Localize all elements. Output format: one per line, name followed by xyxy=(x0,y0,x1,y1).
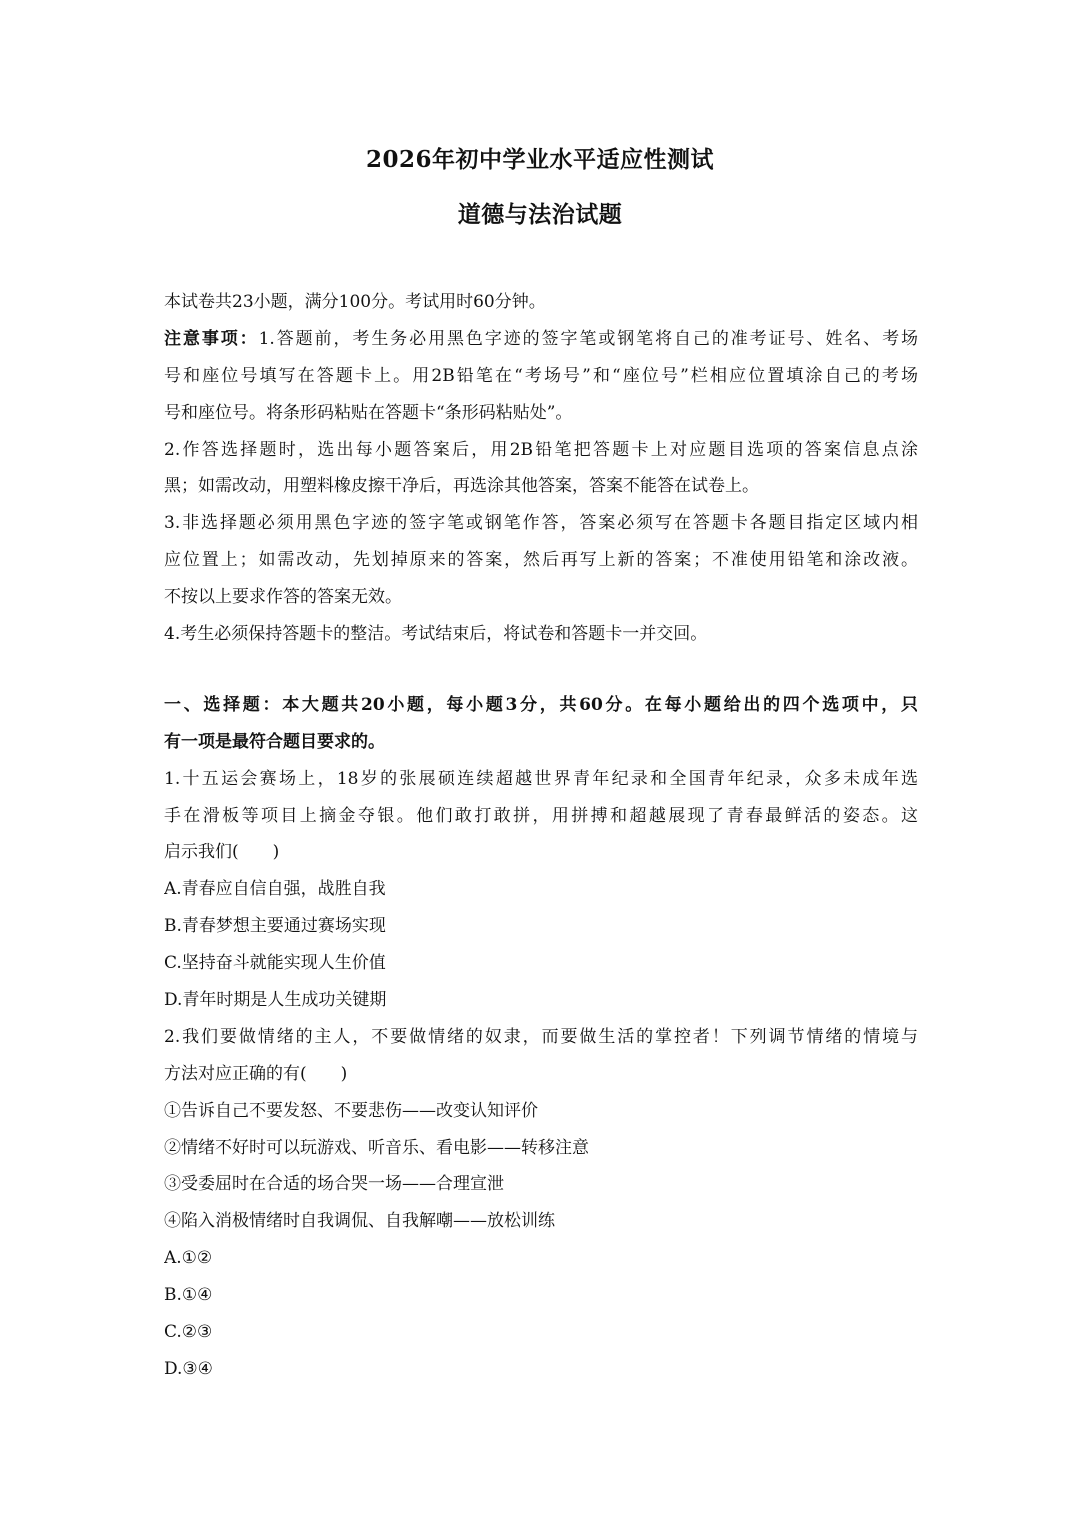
q1-stem-line2: 手在滑板等项目上摘金夺银。他们敢打敢拼，用拼搏和超越展现了青春最鲜活的姿态。这 xyxy=(164,805,918,826)
q2-option-d: D.③④ xyxy=(164,1358,213,1379)
section1-heading-line2: 有一项是最符合题目要求的。 xyxy=(164,731,385,752)
q1-option-c: C.坚持奋斗就能实现人生价值 xyxy=(164,953,386,974)
notice1-text: 1.答题前，考生务必用黑色字迹的签字笔或钢笔将自己的准考证号、姓名、考场 xyxy=(258,328,918,349)
section-gap xyxy=(164,653,918,687)
q1-option-b: B.青春梦想主要通过赛场实现 xyxy=(164,916,386,937)
q1-stem-line3: 启示我们( ) xyxy=(164,842,280,863)
exam-subject-title: 道德与法治试题 xyxy=(457,201,623,228)
q2-item-4: ④陷入消极情绪时自我调侃、自我解嘲——放松训练 xyxy=(164,1211,555,1232)
notice3-line3: 不按以上要求作答的答案无效。 xyxy=(164,587,402,608)
q2-item-1: ①告诉自己不要发怒、不要悲伤——改变认知评价 xyxy=(164,1100,538,1121)
notice1-line3: 号和座位号。将条形码粘贴在答题卡“条形码粘贴处”。 xyxy=(164,402,573,423)
notice-label: 注意事项： xyxy=(164,328,259,349)
q2-stem-line1: 2.我们要做情绪的主人，不要做情绪的奴隶，而要做生活的掌控者！下列调节情绪的情境与 xyxy=(164,1026,918,1047)
notice3-line1: 3.非选择题必须用黑色字迹的签字笔或钢笔作答，答案必须写在答题卡各题目指定区域内相 xyxy=(164,513,918,534)
notice2-line2: 黑；如需改动，用塑料橡皮擦干净后，再选涂其他答案，答案不能答在试卷上。 xyxy=(164,476,759,497)
notice4-line1: 4.考生必须保持答题卡的整洁。考试结束后，将试卷和答题卡一并交回。 xyxy=(164,624,708,645)
exam-body xyxy=(164,284,918,1388)
notice-line xyxy=(164,321,918,358)
notice3-line2: 应位置上；如需改动，先划掉原来的答案，然后再写上新的答案；不准使用铅笔和涂改液。 xyxy=(164,550,918,571)
q1-option-d: D.青年时期是人生成功关键期 xyxy=(164,990,387,1011)
notice1-line2: 号和座位号填写在答题卡上。用2B铅笔在“考场号”和“座位号”栏相应位置填涂自己的考场 xyxy=(164,365,918,386)
exam-title: 2026年初中学业水平适应性测试 xyxy=(365,146,714,173)
q2-item-2: ②情绪不好时可以玩游戏、听音乐、看电影——转移注意 xyxy=(164,1137,589,1158)
section1-heading: 一、选择题：本大题共20小题，每小题3分，共60分。在每小题给出的四个选项中，只 xyxy=(164,694,918,715)
q1-stem-line1: 1.十五运会赛场上，18岁的张展硕连续超越世界青年纪录和全国青年纪录，众多未成年选 xyxy=(164,768,918,789)
q1-option-a: A.青春应自信自强，战胜自我 xyxy=(164,879,386,900)
q2-option-b: B.①④ xyxy=(164,1285,213,1306)
q2-stem-line2: 方法对应正确的有( ) xyxy=(164,1063,348,1084)
q2-option-a: A.①② xyxy=(164,1248,213,1269)
intro-line: 本试卷共23小题，满分100分。考试用时60分钟。 xyxy=(164,292,546,312)
notice2-line1: 2.作答选择题时，选出每小题答案后，用2B铅笔把答题卡上对应题目选项的答案信息点涂 xyxy=(164,439,918,460)
q2-item-3: ③受委屈时在合适的场合哭一场——合理宣泄 xyxy=(164,1174,504,1195)
q2-option-c: C.②③ xyxy=(164,1322,213,1343)
